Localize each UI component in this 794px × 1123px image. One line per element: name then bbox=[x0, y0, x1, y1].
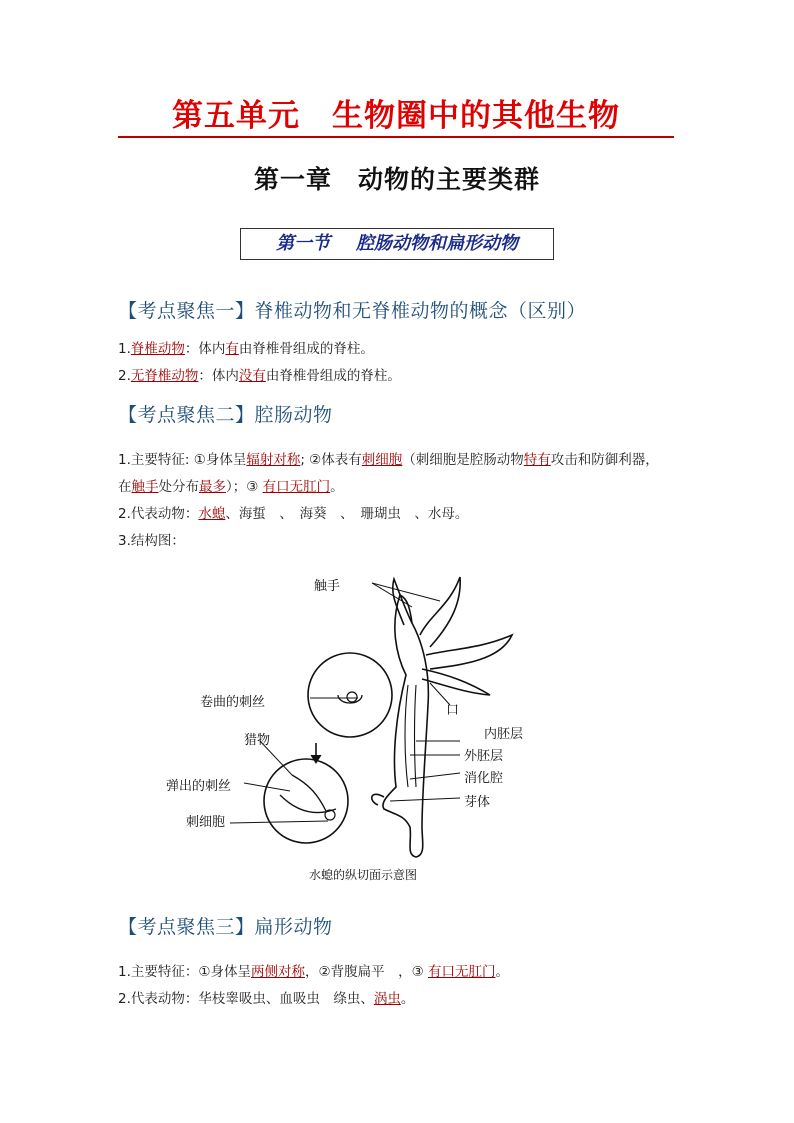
unit-title: 第五单元 生物圈中的其他生物 bbox=[118, 98, 674, 138]
focus1-line1: 1.脊椎动物：体内有由脊椎骨组成的脊柱。 bbox=[118, 341, 374, 357]
focus1-heading: 【考点聚焦一】脊椎动物和无脊椎动物的概念（区别） bbox=[118, 300, 587, 322]
focus2-line4: 3.结构图： bbox=[118, 533, 185, 549]
focus2-line1: 1.主要特征: ①身体呈辐射对称; ②体表有刺细胞（刺细胞是腔肠动物特有攻击和防御利器， bbox=[118, 452, 659, 468]
focus3-line2: 2.代表动物：华枝睾吸虫、血吸虫 绦虫、涡虫。 bbox=[118, 991, 415, 1007]
section-title-box bbox=[240, 228, 554, 260]
focus1-line2: 2.无脊椎动物：体内没有由脊椎骨组成的脊柱。 bbox=[118, 368, 401, 384]
diagram-caption: 水螅的纵切面示意图 bbox=[309, 868, 418, 882]
label-prey: 猎物 bbox=[244, 733, 271, 748]
label-ectoderm: 外胚层 bbox=[464, 749, 504, 764]
focus3-line1: 1.主要特征：①身体呈两侧对称，②背腹扁平 ，③ 有口无肛门。 bbox=[118, 964, 509, 980]
section-number: 第一节 bbox=[276, 233, 330, 254]
section-name: 腔肠动物和扁形动物 bbox=[356, 233, 518, 254]
label-tentacle: 触手 bbox=[314, 579, 341, 594]
label-fired-thread: 弹出的刺丝 bbox=[166, 779, 232, 794]
focus2-line2: 在触手处分布最多）；③ 有口无肛门。 bbox=[118, 479, 344, 495]
focus2-heading: 【考点聚焦二】腔肠动物 bbox=[118, 404, 333, 426]
label-mouth: 口 bbox=[446, 703, 460, 718]
hydra-diagram bbox=[160, 565, 560, 895]
label-endoderm: 内胚层 bbox=[484, 727, 524, 742]
label-cnidocyte: 刺细胞 bbox=[186, 815, 226, 830]
label-digestive-cavity: 消化腔 bbox=[464, 771, 504, 786]
label-coiled-thread: 卷曲的刺丝 bbox=[200, 695, 266, 710]
chapter-title: 第一章 动物的主要类群 bbox=[253, 165, 540, 194]
focus3-heading: 【考点聚焦三】扁形动物 bbox=[118, 916, 333, 938]
focus2-line3: 2.代表动物：水螅、海蜇 、 海葵 、 珊瑚虫 、水母。 bbox=[118, 506, 469, 522]
label-bud: 芽体 bbox=[464, 795, 491, 810]
